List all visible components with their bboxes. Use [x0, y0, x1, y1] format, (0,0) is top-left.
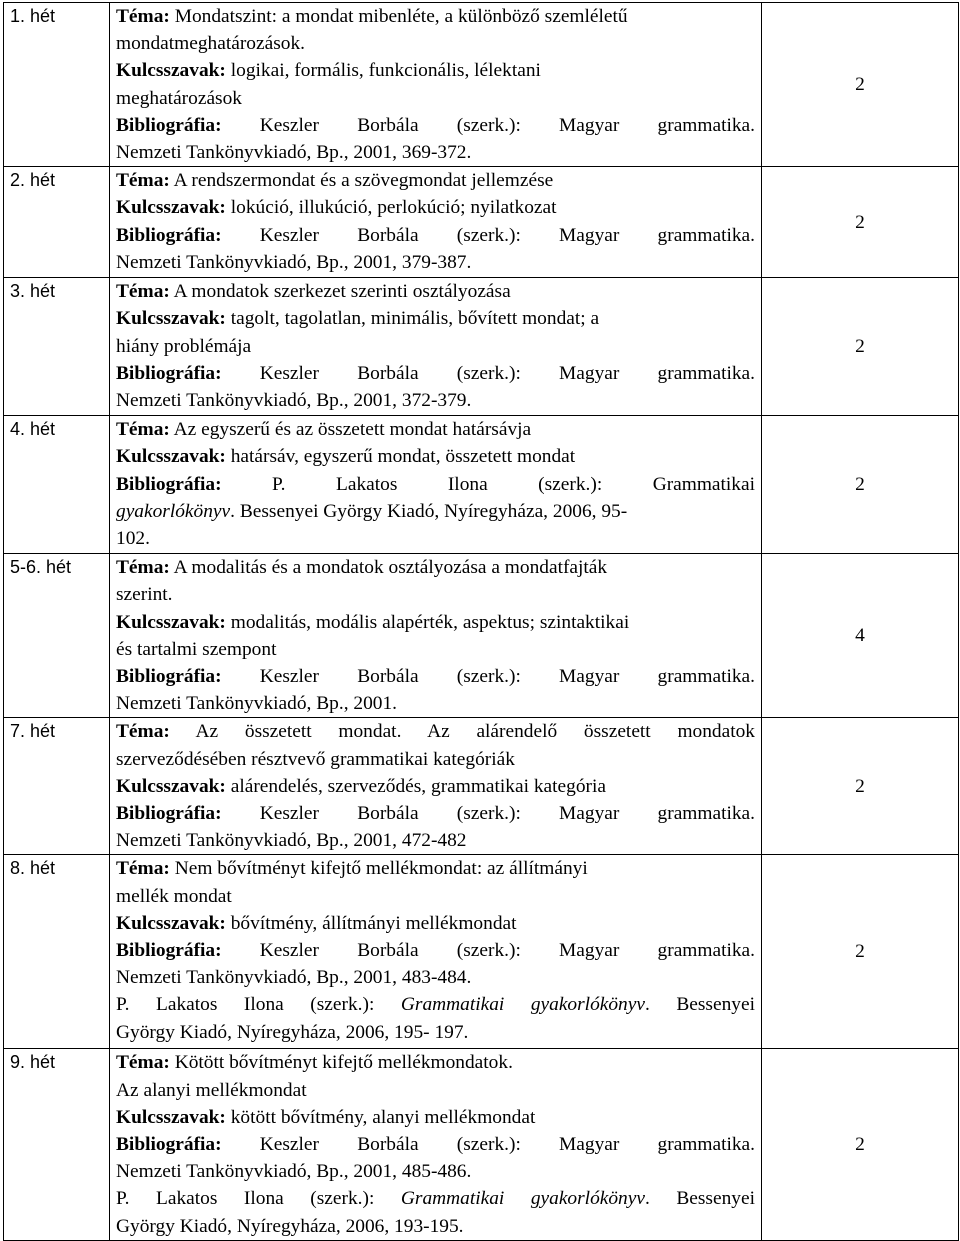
hours-cell: 2: [762, 855, 959, 1049]
topic-line: Téma: A modalitás és a mondatok osztályozása a mondatfajták: [116, 557, 608, 579]
content-cell: [110, 855, 762, 1049]
content-cell: [110, 718, 762, 855]
table-row: [4, 855, 959, 1049]
bibliography-line: Bibliográfia: Keszler Borbála (szerk.): Magyar grammatika.: [116, 1134, 755, 1156]
syllabus-table: [3, 2, 959, 1241]
bibliography-line-continued: Nemzeti Tankönyvkiadó, Bp., 2001, 472-482: [116, 830, 467, 852]
week-cell: 4. hét: [4, 416, 110, 554]
keywords-line: Kulcsszavak: határsáv, egyszerű mondat, összetett mondat: [116, 446, 576, 468]
table-row: [4, 416, 959, 554]
topic-line-continued: Az alanyi mellékmondat: [116, 1079, 307, 1101]
topic-line-continued: szerint.: [116, 584, 173, 606]
second-bibliography-line-continued: György Kiadó, Nyíregyháza, 2006, 193-195.: [116, 1215, 464, 1237]
topic-line: Téma: Nem bővítményt kifejtő mellékmondat: az állítmányi: [116, 858, 588, 880]
bibliography-line-end: 102.: [116, 528, 150, 550]
bibliography-line: Bibliográfia: Keszler Borbála (szerk.): Magyar grammatika.: [116, 940, 755, 962]
keywords-line-continued: és tartalmi szempont: [116, 638, 277, 660]
week-cell: 5-6. hét: [4, 554, 110, 718]
hours-cell: 2: [762, 416, 959, 554]
keywords-line: Kulcsszavak: bővítmény, állítmányi mellékmondat: [116, 912, 517, 934]
week-cell: 8. hét: [4, 855, 110, 1049]
hours-cell: 2: [762, 718, 959, 855]
topic-line-continued: mondatmeghatározások.: [116, 33, 305, 55]
bibliography-line: Bibliográfia: Keszler Borbála (szerk.): Magyar grammatika.: [116, 362, 755, 384]
table-row: [4, 3, 959, 167]
hours-cell: 2: [762, 1049, 959, 1241]
topic-line: Téma: Kötött bővítményt kifejtő mellékmondatok.: [116, 1052, 513, 1074]
keywords-line: Kulcsszavak: kötött bővítmény, alanyi mellékmondat: [116, 1106, 536, 1128]
second-bibliography-line: P. Lakatos Ilona (szerk.): Grammatikai gyakorlókönyv. Bessenyei: [116, 994, 755, 1016]
keywords-line: Kulcsszavak: logikai, formális, funkcionális, lélektani: [116, 60, 541, 82]
topic-line: Téma: A mondatok szerkezet szerinti osztályozása: [116, 281, 511, 303]
content-cell: [110, 167, 762, 278]
bibliography-line-continued: gyakorlókönyv. Bessenyei György Kiadó, Nyíregyháza, 2006, 95-: [116, 500, 628, 522]
week-cell: 7. hét: [4, 718, 110, 855]
bibliography-line-continued: Nemzeti Tankönyvkiadó, Bp., 2001, 483-484.: [116, 967, 472, 989]
second-bibliography-line-continued: György Kiadó, Nyíregyháza, 2006, 195- 197.: [116, 1021, 469, 1043]
week-cell: 3. hét: [4, 278, 110, 416]
content-cell: [110, 554, 762, 718]
bibliography-line-continued: Nemzeti Tankönyvkiadó, Bp., 2001, 379-387.: [116, 251, 472, 273]
bibliography-line: Bibliográfia: Keszler Borbála (szerk.): Magyar grammatika.: [116, 666, 755, 688]
hours-cell: 2: [762, 3, 959, 167]
hours-cell: 2: [762, 278, 959, 416]
table-row: [4, 718, 959, 855]
bibliography-line: Bibliográfia: Keszler Borbála (szerk.): Magyar grammatika.: [116, 114, 755, 136]
content-cell: [110, 278, 762, 416]
week-cell: 9. hét: [4, 1049, 110, 1241]
table-row: [4, 167, 959, 278]
week-cell: 1. hét: [4, 3, 110, 167]
bibliography-line-continued: Nemzeti Tankönyvkiadó, Bp., 2001, 372-379.: [116, 390, 472, 412]
second-bibliography-line: P. Lakatos Ilona (szerk.): Grammatikai gyakorlókönyv. Bessenyei: [116, 1188, 755, 1210]
topic-line: Téma: Az összetett mondat. Az alárendelő összetett mondatok: [116, 721, 755, 743]
bibliography-line-continued: Nemzeti Tankönyvkiadó, Bp., 2001, 485-486.: [116, 1161, 472, 1183]
content-cell: [110, 3, 762, 167]
keywords-line-continued: hiány problémája: [116, 335, 252, 357]
topic-line-continued: mellék mondat: [116, 885, 232, 907]
bibliography-line: Bibliográfia: P. Lakatos Ilona (szerk.): Grammatikai: [116, 473, 755, 495]
hours-cell: 4: [762, 554, 959, 718]
table-row: [4, 278, 959, 416]
keywords-line: Kulcsszavak: lokúció, illukúció, perlokúció; nyilatkozat: [116, 197, 557, 219]
keywords-line-continued: meghatározások: [116, 87, 242, 109]
keywords-line: Kulcsszavak: modalitás, modális alapérték, aspektus; szintaktikai: [116, 611, 630, 633]
week-cell: 2. hét: [4, 167, 110, 278]
bibliography-line: Bibliográfia: Keszler Borbála (szerk.): Magyar grammatika.: [116, 224, 755, 246]
keywords-line: Kulcsszavak: alárendelés, szerveződés, grammatikai kategória: [116, 775, 606, 797]
content-cell: [110, 1049, 762, 1241]
table-row: [4, 554, 959, 718]
topic-line: Téma: Az egyszerű és az összetett mondat határsávja: [116, 419, 532, 441]
topic-line-continued: szerveződésében résztvevő grammatikai kategóriák: [116, 748, 515, 770]
topic-line: Téma: Mondatszint: a mondat mibenléte, a különböző szemléletű: [116, 6, 628, 27]
hours-cell: 2: [762, 167, 959, 278]
topic-line: Téma: A rendszermondat és a szövegmondat jellemzése: [116, 170, 554, 192]
bibliography-line: Bibliográfia: Keszler Borbála (szerk.): Magyar grammatika.: [116, 803, 755, 825]
table-row: [4, 1049, 959, 1241]
bibliography-line-continued: Nemzeti Tankönyvkiadó, Bp., 2001.: [116, 693, 398, 715]
bibliography-line-continued: Nemzeti Tankönyvkiadó, Bp., 2001, 369-372.: [116, 142, 472, 164]
content-cell: [110, 416, 762, 554]
keywords-line: Kulcsszavak: tagolt, tagolatlan, minimális, bővített mondat; a: [116, 308, 600, 330]
